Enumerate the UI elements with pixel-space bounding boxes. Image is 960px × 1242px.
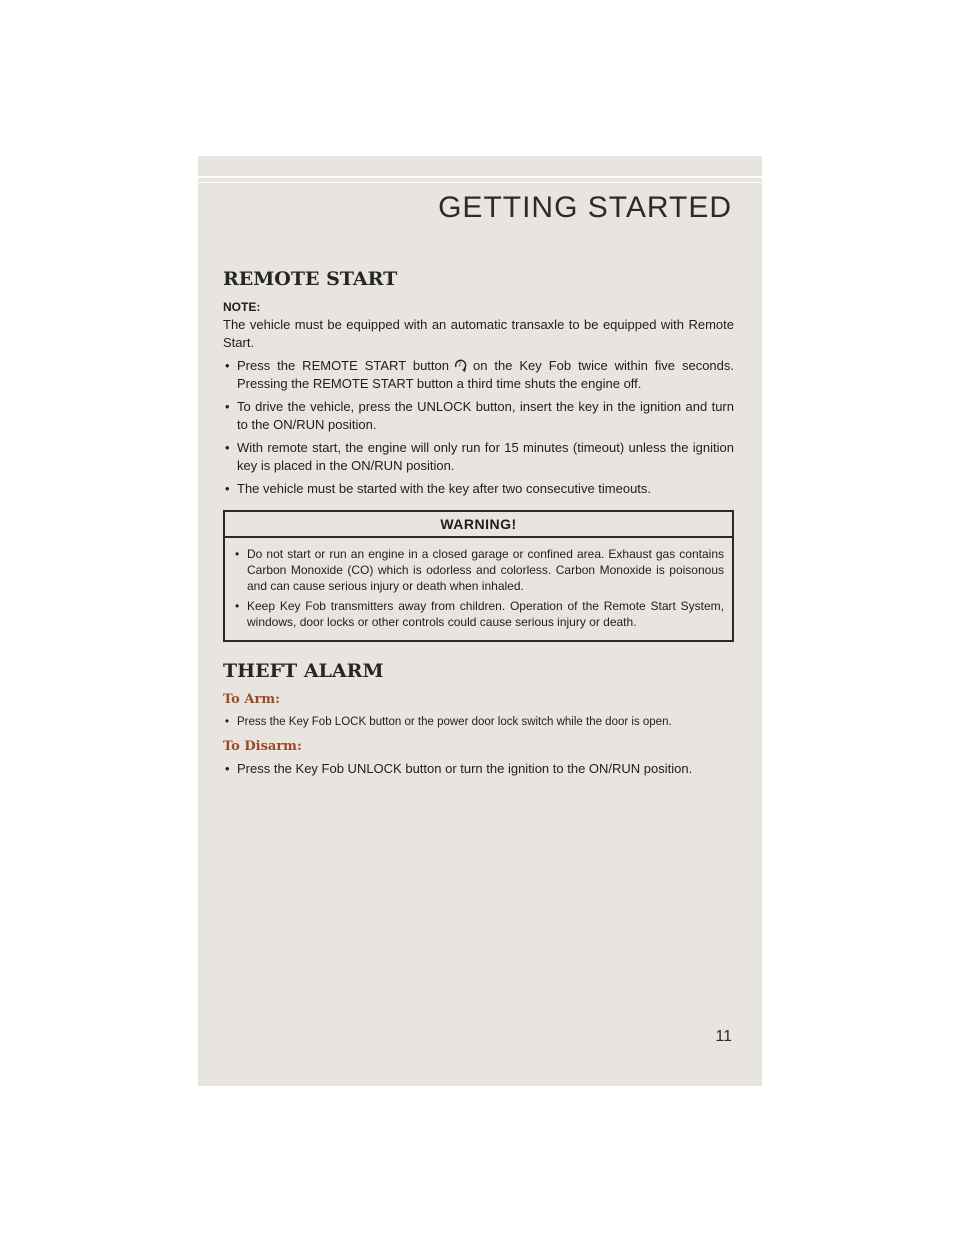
header-rule bbox=[198, 176, 762, 178]
disarm-title: To Disarm: bbox=[223, 739, 302, 754]
note-text: The vehicle must be equipped with an automatic transaxle to be equipped with Remote Start. bbox=[223, 317, 734, 350]
list-item: • To drive the vehicle, press the UNLOCK button, insert the key in the ignition and turn to the ON/RUN position. bbox=[223, 398, 734, 434]
remote-start-title: REMOTE START bbox=[223, 268, 398, 290]
note-label: NOTE: bbox=[223, 300, 261, 314]
list-item: • Press the Key Fob UNLOCK button or turn the ignition to the ON/RUN position. bbox=[223, 760, 734, 778]
manual-page bbox=[198, 156, 762, 1086]
remote-start-icon bbox=[453, 358, 469, 372]
list-item: • Keep Key Fob transmitters away from children. Operation of the Remote Start System, windows, door locks or other controls could cause serious injury or death. bbox=[233, 598, 724, 630]
page-content bbox=[223, 268, 734, 783]
remote-start-list bbox=[223, 357, 734, 498]
theft-alarm-title: THEFT ALARM bbox=[223, 660, 384, 682]
page-number: 11 bbox=[715, 1028, 732, 1045]
list-item bbox=[223, 357, 734, 393]
section-header: GETTING STARTED bbox=[438, 191, 732, 224]
bullet1-after: on the Key Fob twice within five seconds. Pressing the REMOTE START button a third time shuts the engine off. bbox=[237, 358, 734, 391]
disarm-list bbox=[223, 760, 734, 778]
bullet1-before: Press the REMOTE START button bbox=[237, 358, 449, 373]
list-item: • Do not start or run an engine in a closed garage or confined area. Exhaust gas contains Carbon Monoxide (CO) which is odorless and colorless. Carbon Monoxide is poisonous and can cause serious injury or death when inhaled. bbox=[233, 546, 724, 594]
warning-title: WARNING! bbox=[225, 512, 732, 538]
arm-list bbox=[223, 713, 734, 731]
list-item: • Press the Key Fob LOCK button or the power door lock switch while the door is open. bbox=[223, 713, 734, 731]
list-item: • The vehicle must be started with the key after two consecutive timeouts. bbox=[223, 480, 734, 498]
warning-body bbox=[225, 538, 732, 640]
svg-text:2: 2 bbox=[458, 361, 462, 368]
warning-box bbox=[223, 510, 734, 642]
header-rule-thin bbox=[198, 182, 762, 183]
arm-title: To Arm: bbox=[223, 692, 280, 707]
warning-list bbox=[233, 546, 724, 630]
list-item: • With remote start, the engine will only run for 15 minutes (timeout) unless the ignition key is placed in the ON/RUN position. bbox=[223, 439, 734, 475]
